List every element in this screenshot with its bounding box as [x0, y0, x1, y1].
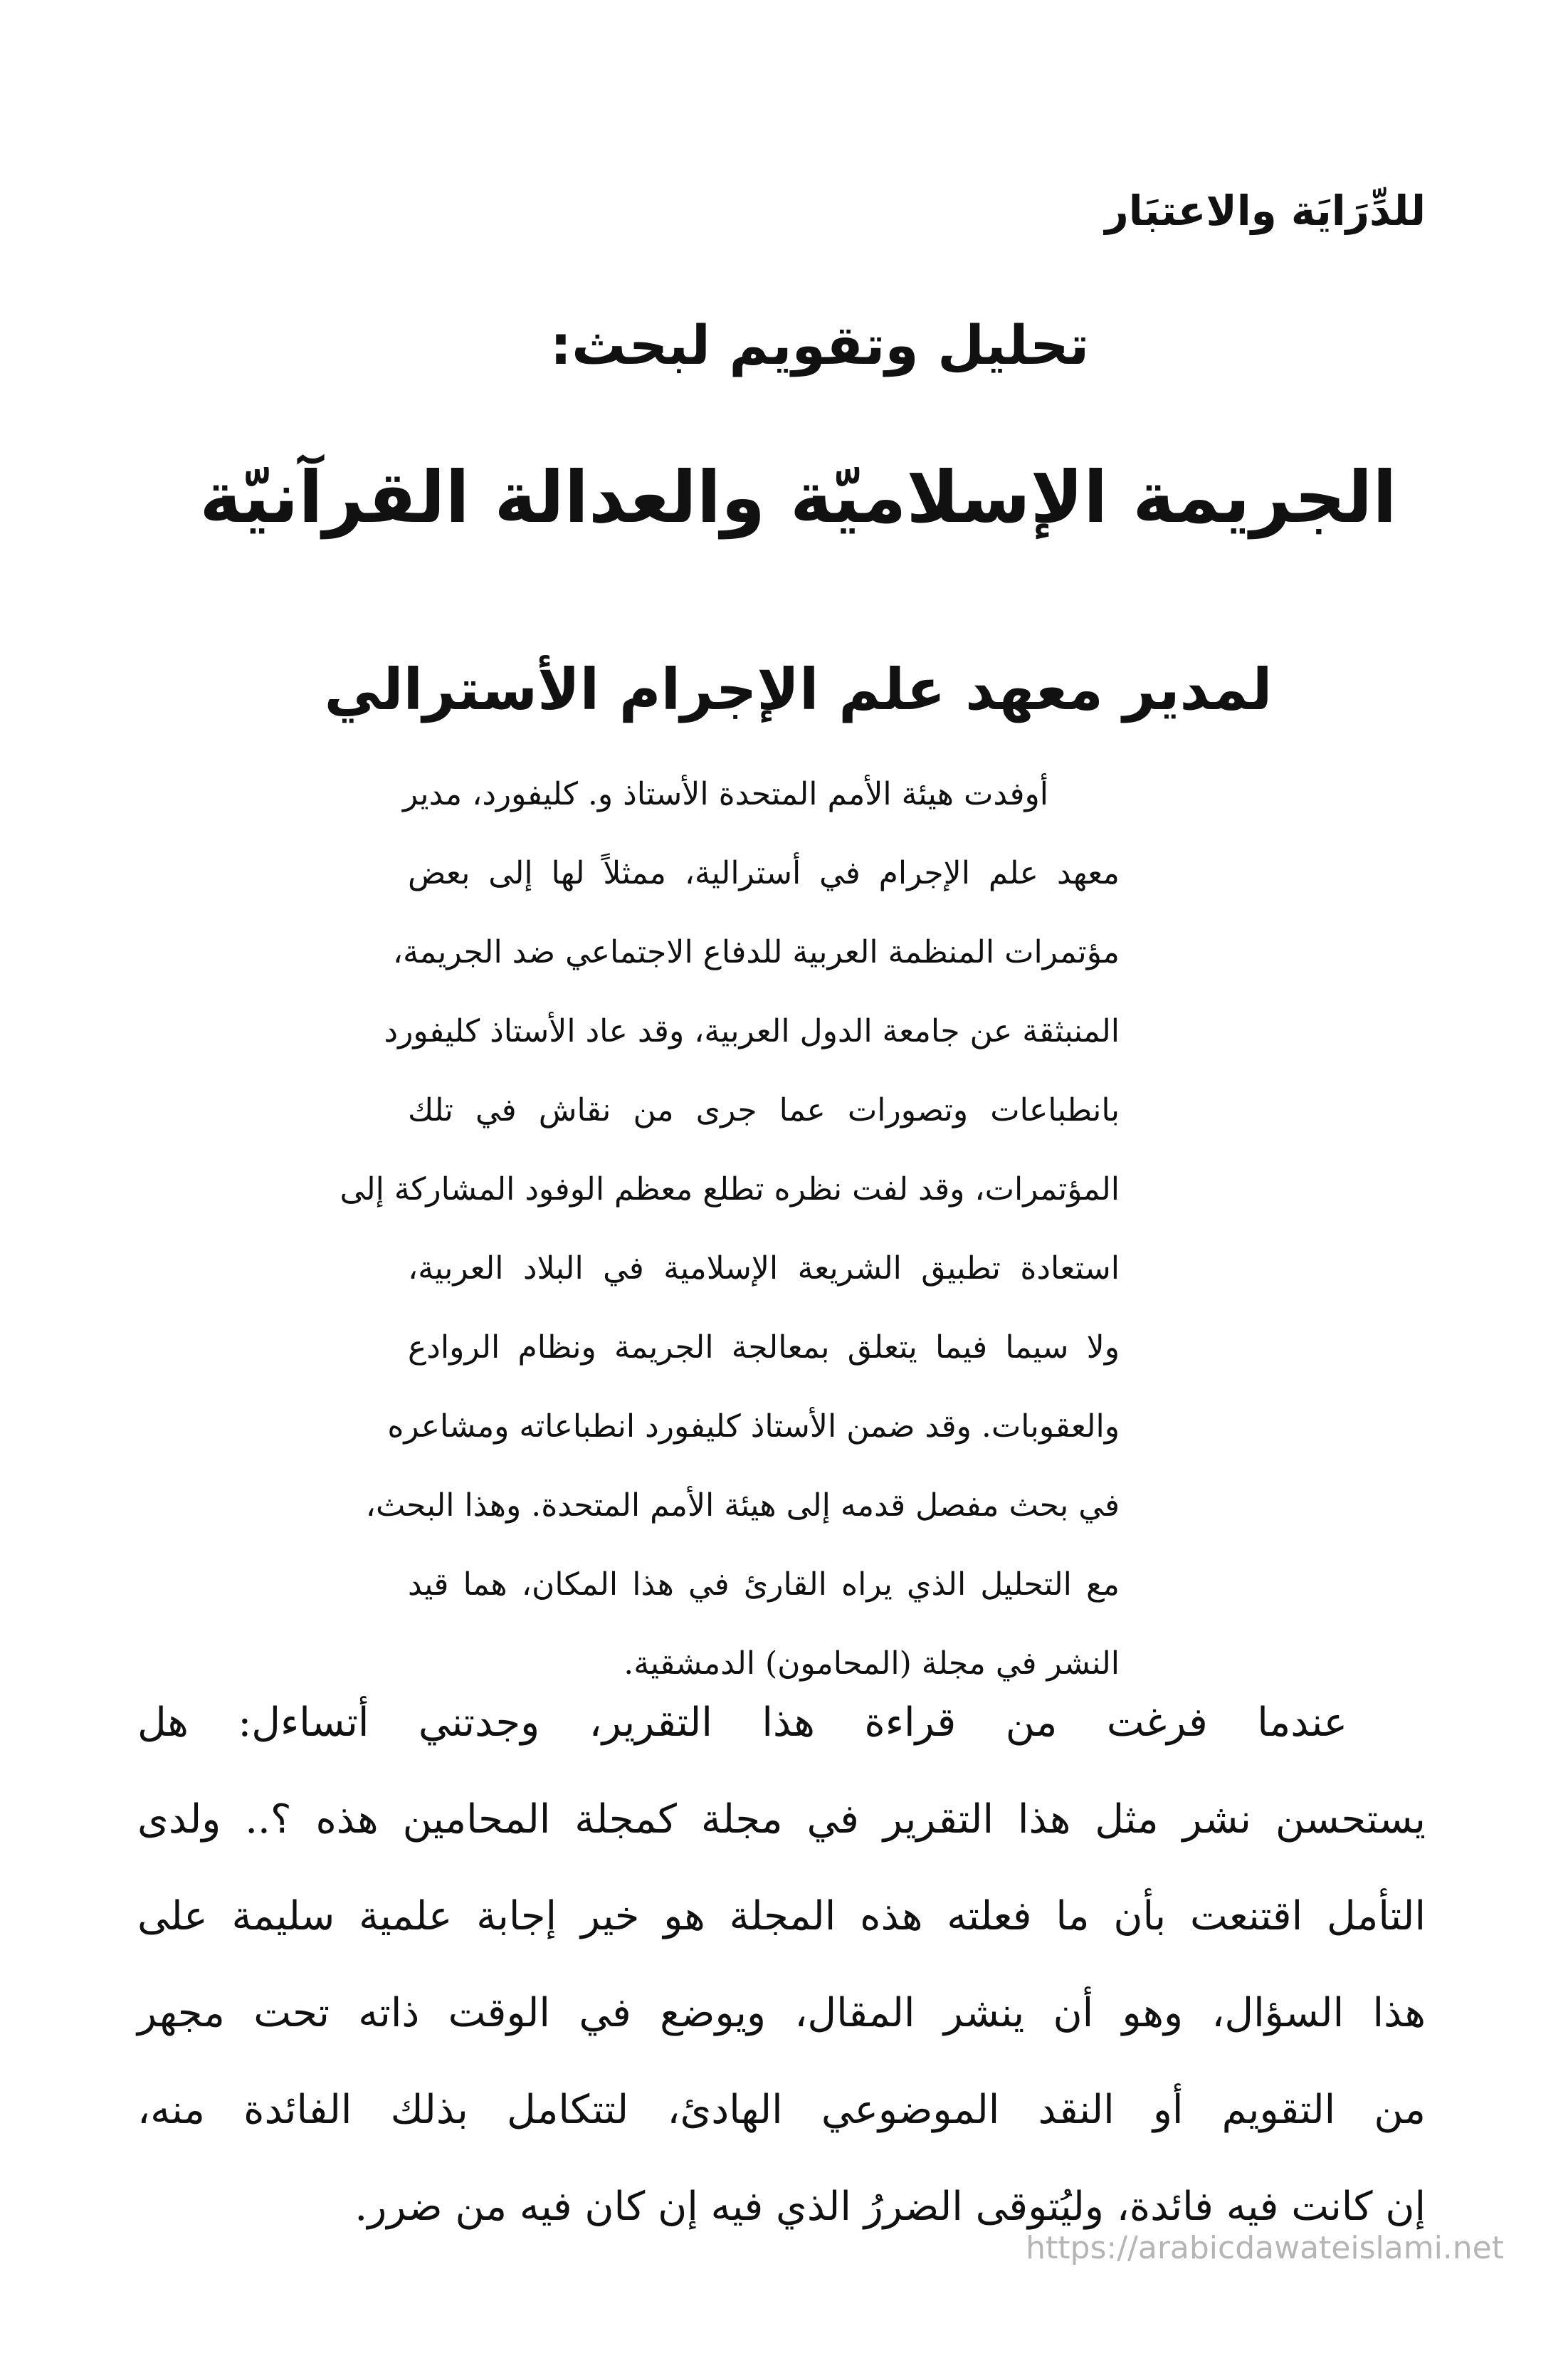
abstract-line: والعقوبات. وقد ضمن الأستاذ كليفورد انطباعاته ومشاعره [387, 1408, 1120, 1445]
abstract-line: النشر في مجلة (المحامون) الدمشقية. [623, 1645, 1120, 1682]
section-label: للدِّرَايَة والاعتبَار [1105, 187, 1426, 235]
body-line: يستحسن نشر مثل هذا التقرير في مجلة كمجلة المحامين هذه ؟.. ولدى [137, 1796, 1426, 1843]
abstract-paragraph [340, 755, 1120, 1703]
article-subtitle: تحليل وتقويم لبحث: [549, 313, 1090, 377]
watermark-url: https://arabicdawateislami.net [1026, 2230, 1504, 2266]
abstract-line: استعادة تطبيق الشريعة الإسلامية في البلاد العربية، [408, 1250, 1120, 1287]
abstract-line: المؤتمرات، وقد لفت نظره تطلع معظم الوفود المشاركة إلى [340, 1171, 1120, 1207]
body-line: هذا السؤال، وهو أن ينشر المقال، ويوضع في الوقت ذاته تحت مجهر [137, 1990, 1426, 2036]
abstract-line: في بحث مفصل قدمه إلى هيئة الأمم المتحدة. وهذا البحث، [365, 1487, 1120, 1524]
body-paragraph [137, 1675, 1426, 2256]
article-title: الجريمة الإسلاميّة والعدالة القرآنيّة [199, 456, 1397, 539]
abstract-line: ولا سيما فيما يتعلق بمعالجة الجريمة ونظام الروادع [408, 1329, 1120, 1366]
abstract-line: معهد علم الإجرام في أسترالية، ممثلاً لها إلى بعض [408, 855, 1120, 891]
body-line: التأمل اقتنعت بأن ما فعلته هذه المجلة هو خير إجابة علمية سليمة على [137, 1893, 1426, 1939]
abstract-line: بانطباعات وتصورات عما جرى من نقاش في تلك [408, 1092, 1120, 1128]
body-line: إن كانت فيه فائدة، وليُتوقى الضررُ الذي فيه إن كان فيه من ضرر. [354, 2184, 1426, 2230]
body-line: عندما فرغت من قراءة هذا التقرير، وجدتني أتساءل: هل [137, 1699, 1347, 1746]
abstract-line: أوفدت هيئة الأمم المتحدة الأستاذ و. كليفورد، مدير [402, 776, 1048, 812]
abstract-line: المنبثقة عن جامعة الدول العربية، وقد عاد الأستاذ كليفورد [384, 1013, 1120, 1049]
abstract-line: مؤتمرات المنظمة العربية للدفاع الاجتماعي ضد الجريمة، [392, 934, 1120, 970]
body-line: من التقويم أو النقد الموضوعي الهادئ، لتتكامل بذلك الفائدة منه، [137, 2087, 1426, 2133]
article-author: لمدير معهد علم الإجرام الأسترالي [324, 656, 1273, 723]
abstract-line: مع التحليل الذي يراه القارئ في هذا المكان، هما قيد [408, 1566, 1120, 1603]
